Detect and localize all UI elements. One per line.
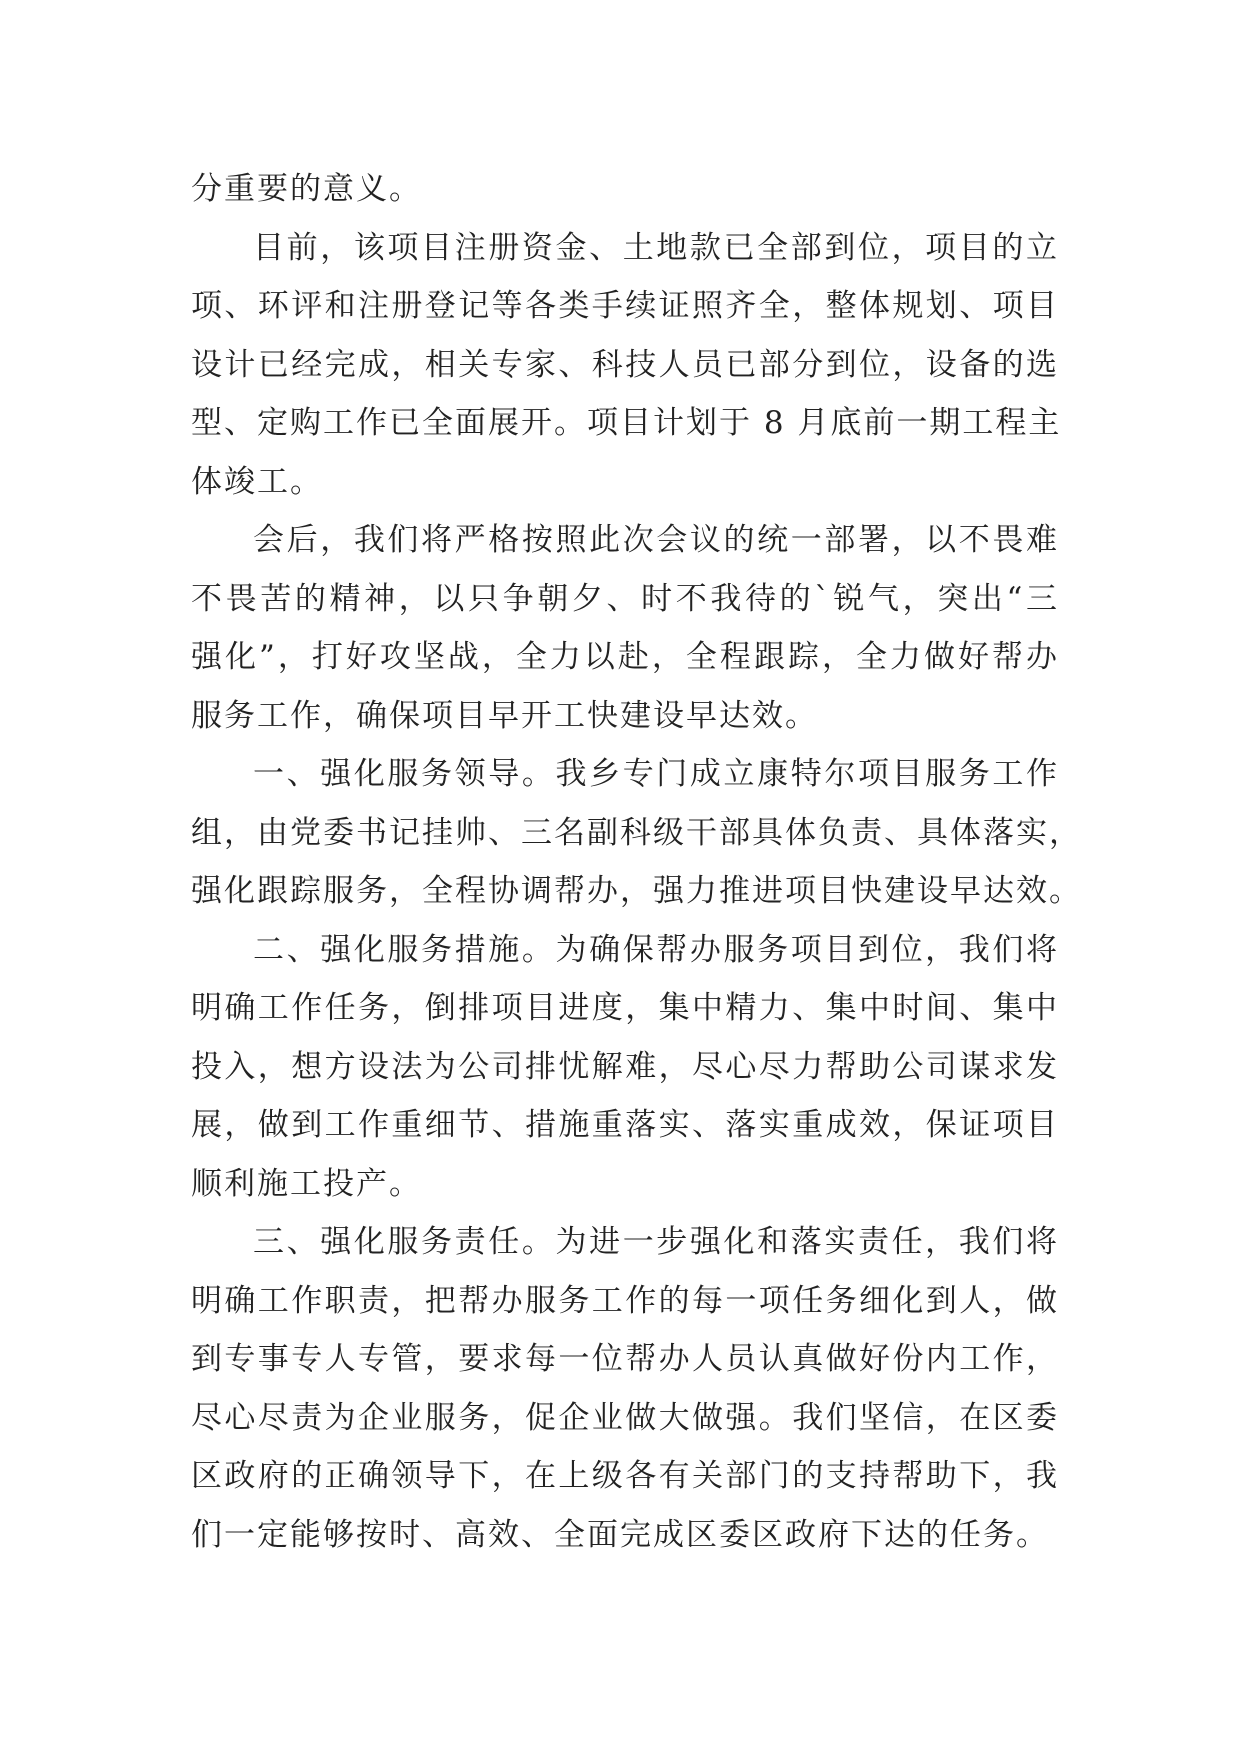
text-line: 明确工作任务，倒排项目进度，集中精力、集中时间、集中: [191, 990, 1059, 1026]
text-line: 设计已经完成，相关专家、科技人员已部分到位，设备的选: [191, 346, 1059, 383]
text-line: 明确工作职责，把帮办服务工作的每一项任务细化到人，做: [191, 1282, 1059, 1319]
text-line: 体竣工。: [191, 463, 323, 500]
text-line: 尽心尽责为企业服务，促企业做大做强。我们坚信，在区委: [191, 1399, 1059, 1436]
text-line: 分重要的意义。: [191, 171, 422, 207]
text-line: 目前，该项目注册资金、土地款已全部到位，项目的立: [253, 229, 1059, 266]
text-line: 服务工作，确保项目早开工快建设早达效。: [191, 697, 818, 734]
text-line: 到专事专人专管，要求每一位帮办人员认真做好份内工作，: [191, 1341, 1059, 1377]
text-line: 组，由党委书记挂帅、三名副科级干部具体负责、具体落实，: [191, 814, 1082, 851]
text-line: 区政府的正确领导下，在上级各有关部门的支持帮助下，我: [191, 1458, 1059, 1494]
text-line: 三、强化服务责任。为进一步强化和落实责任，我们将: [253, 1224, 1059, 1260]
text-line: 投入，想方设法为公司排忧解难，尽心尽力帮助公司谋求发: [191, 1048, 1059, 1085]
text-line: 二、强化服务措施。为确保帮办服务项目到位，我们将: [253, 931, 1059, 968]
text-line: 展，做到工作重细节、措施重落实、落实重成效，保证项目: [191, 1107, 1059, 1143]
text-line: 项、环评和注册登记等各类手续证照齐全，整体规划、项目: [191, 288, 1059, 324]
text-line: 会后，我们将严格按照此次会议的统一部署，以不畏难: [253, 522, 1059, 558]
document-body: [191, 160, 1082, 1564]
text-line: 强化跟踪服务，全程协调帮办，强力推进项目快建设早达效。: [191, 873, 1082, 909]
text-line: 一、强化服务领导。我乡专门成立康特尔项目服务工作: [253, 756, 1059, 792]
text-line: 型、定购工作已全面展开。项目计划于 8 月底前一期工程主: [191, 405, 1062, 441]
text-line: 强化”，打好攻坚战，全力以赴，全程跟踪，全力做好帮办: [191, 639, 1059, 675]
text-line: 们一定能够按时、高效、全面完成区委区政府下达的任务。: [191, 1516, 1049, 1553]
text-line: 不畏苦的精神，以只争朝夕、时不我待的`锐气，突出“三: [191, 580, 1059, 617]
text-line: 顺利施工投产。: [191, 1165, 422, 1202]
